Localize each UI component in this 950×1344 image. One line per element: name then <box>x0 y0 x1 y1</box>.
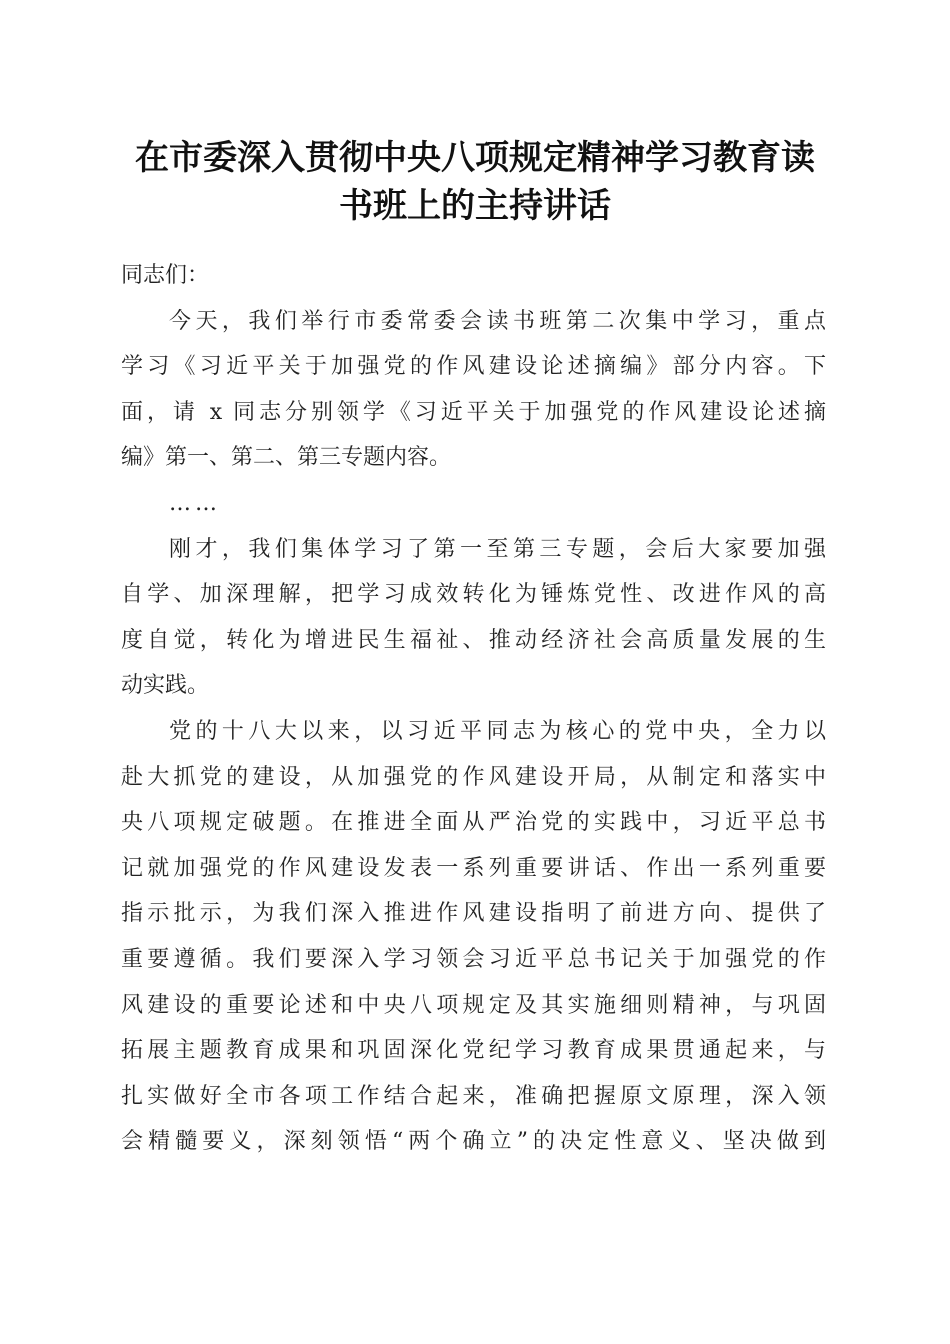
paragraph-line: 记就加强党的作风建设发表一系列重要讲话、作出一系列重要 <box>121 855 826 881</box>
document-body <box>121 253 826 1165</box>
paragraph-line: 央八项规定破题。在推进全面从严治党的实践中，习近平总书 <box>121 810 826 836</box>
paragraph-line: 面，请 x 同志分别领学《习近平关于加强党的作风建设论述摘 <box>121 399 826 425</box>
paragraph-line: 会精髓要义，深刻领悟“两个确立”的决定性意义、坚决做到 <box>121 1129 826 1155</box>
title-line-1: 在市委深入贯彻中央八项规定精神学习教育读 <box>135 138 815 178</box>
paragraph-line: 赴大抓党的建设，从加强党的作风建设开局，从制定和落实中 <box>121 764 826 790</box>
paragraph-line: 党的十八大以来，以习近平同志为核心的党中央，全力以 <box>169 718 826 744</box>
paragraph-line: 刚才，我们集体学习了第一至第三专题，会后大家要加强 <box>169 536 826 562</box>
title-line-2: 书班上的主持讲话 <box>339 186 611 226</box>
ellipsis-line: …… <box>169 490 221 516</box>
paragraph-2-ellipsis <box>121 481 826 527</box>
paragraph-line: 自学、加深理解，把学习成效转化为锤炼党性、改进作风的高 <box>121 582 826 608</box>
paragraph-line: 编》第一、第二、第三专题内容。 <box>121 445 452 471</box>
paragraph-3 <box>121 527 826 709</box>
paragraph-line: 今天，我们举行市委常委会读书班第二次集中学习，重点 <box>169 308 826 334</box>
salutation: 同志们： <box>121 263 210 288</box>
paragraph-4 <box>121 709 826 1165</box>
paragraph-line: 动实践。 <box>121 673 210 699</box>
paragraph-line: 重要遵循。我们要深入学习领会习近平总书记关于加强党的作 <box>121 946 826 972</box>
paragraph-line: 指示批示，为我们深入推进作风建设指明了前进方向、提供了 <box>121 901 826 927</box>
paragraph-line: 扎实做好全市各项工作结合起来，准确把握原文原理，深入领 <box>121 1083 826 1109</box>
paragraph-line: 学习《习近平关于加强党的作风建设论述摘编》部分内容。下 <box>121 354 826 380</box>
paragraph-1 <box>121 299 826 481</box>
document-title <box>100 134 850 230</box>
paragraph-line: 度自觉，转化为增进民生福祉、推动经济社会高质量发展的生 <box>121 627 826 653</box>
paragraph-line: 拓展主题教育成果和巩固深化党纪学习教育成果贯通起来，与 <box>121 1038 826 1064</box>
paragraph-line: 风建设的重要论述和中央八项规定及其实施细则精神，与巩固 <box>121 992 826 1018</box>
